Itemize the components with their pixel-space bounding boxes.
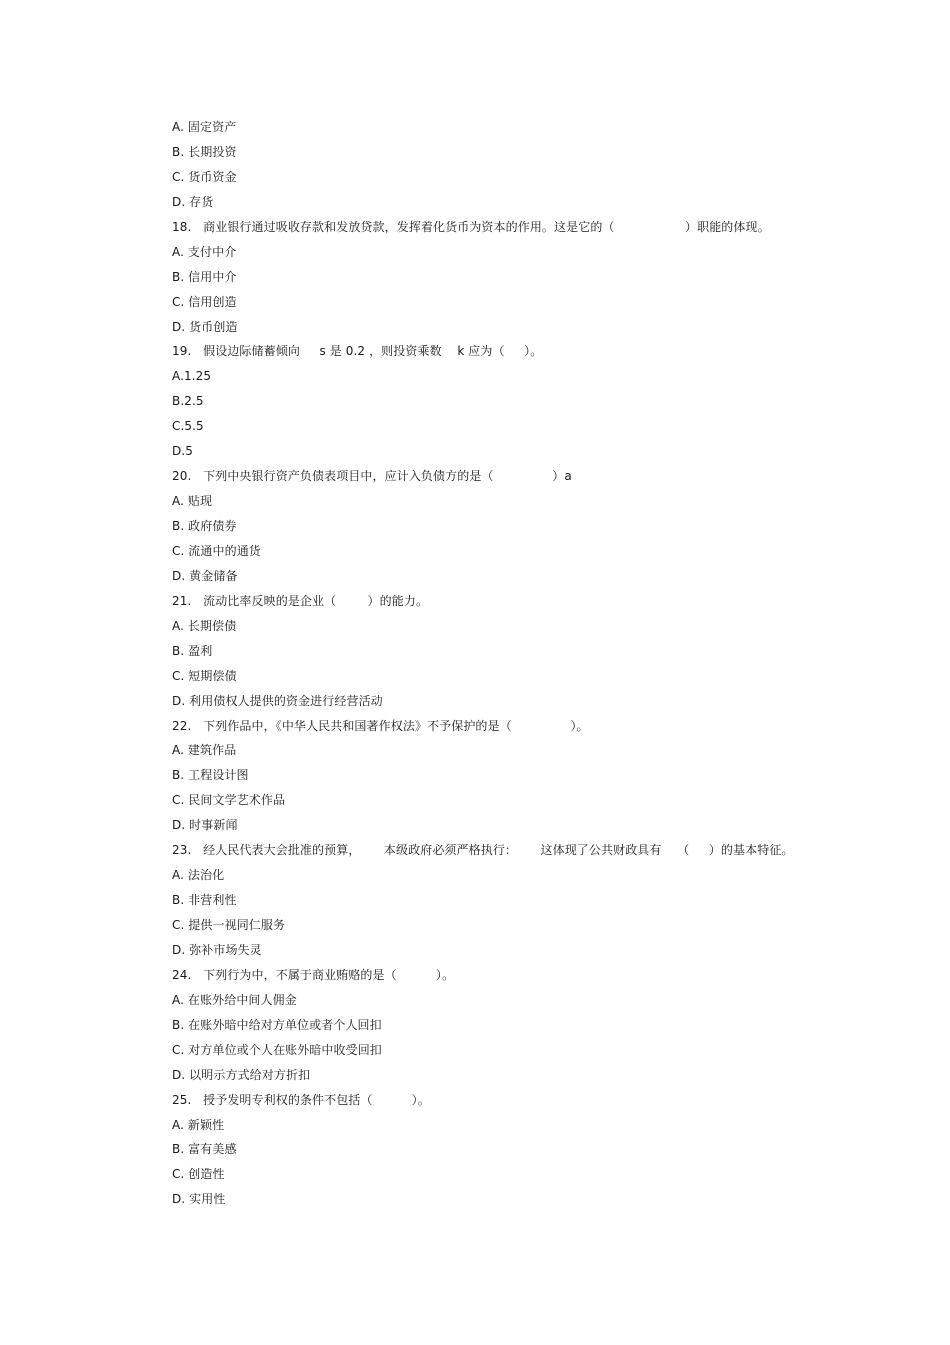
option-line: B. 信用中介 [172, 269, 237, 284]
option-line: D. 时事新闻 [172, 818, 238, 833]
option-line: D. 存货 [172, 194, 214, 209]
option-line: A. 新颖性 [172, 1117, 225, 1132]
option-line: A. 长期偿债 [172, 618, 237, 633]
option-line: D. 弥补市场失灵 [172, 942, 262, 957]
option-line: C. 货币资金 [172, 169, 237, 184]
question-list [172, 117, 872, 1214]
option-line: A. 贴现 [172, 494, 213, 509]
question-23: 23. 经人民代表大会批准的预算， 本级政府必须严格执行： 这体现了公共财政具有 （ ）的基本特征。 [172, 843, 794, 858]
option-line: B. 工程设计图 [172, 768, 249, 783]
question-18: 18. 商业银行通过吸收存款和发放贷款，发挥着化货币为资本的作用。这是它的（ ）职能的体现。 [172, 219, 770, 234]
option-line: B. 盈利 [172, 643, 213, 658]
option-line: C. 流通中的通货 [172, 543, 261, 558]
option-line: A. 支付中介 [172, 244, 237, 259]
question-25: 25. 授予发明专利权的条件不包括（ ）。 [172, 1092, 430, 1107]
option-line: A. 法治化 [172, 868, 225, 883]
option-line: C. 信用创造 [172, 294, 237, 309]
question-19: 19. 假设边际储蓄倾向 s 是 0.2 ，则投资乘数 k 应为（ ）。 [172, 344, 543, 359]
question-22: 22. 下列作品中，《中华人民共和国著作权法》不予保护的是（ ）。 [172, 718, 589, 733]
option-line: B. 在账外暗中给对方单位或者个人回扣 [172, 1017, 382, 1032]
option-line: D. 货币创造 [172, 319, 238, 334]
option-line: D.5 [172, 444, 193, 459]
option-line: C. 提供一视同仁服务 [172, 918, 286, 932]
option-line: A. 在账外给中间人佣金 [172, 992, 297, 1007]
option-line: D. 利用债权人提供的资金进行经营活动 [172, 693, 383, 708]
option-line: B. 非营利性 [172, 893, 237, 908]
option-line: B.2.5 [172, 394, 204, 409]
option-line: D. 以明示方式给对方折扣 [172, 1067, 311, 1082]
option-line: C.5.5 [172, 419, 204, 434]
option-line: D. 实用性 [172, 1192, 226, 1207]
option-line: C. 民间文学艺术作品 [172, 793, 286, 808]
option-line: A. 建筑作品 [172, 743, 237, 758]
option-line: A.1.25 [172, 369, 212, 384]
option-line: D. 黄金储备 [172, 568, 238, 583]
option-line: B. 长期投资 [172, 144, 237, 159]
question-24: 24. 下列行为中，不属于商业贿赂的是（ ）。 [172, 967, 455, 982]
option-line: B. 富有美感 [172, 1142, 237, 1157]
option-line: C. 对方单位或个人在账外暗中收受回扣 [172, 1042, 382, 1057]
option-line: A. 固定资产 [172, 120, 237, 134]
option-line: C. 创造性 [172, 1167, 225, 1182]
option-line: B. 政府债券 [172, 519, 237, 533]
question-21: 21. 流动比率反映的是企业（ ）的能力。 [172, 593, 429, 608]
option-line: C. 短期偿债 [172, 668, 237, 683]
question-20: 20. 下列中央银行资产负债表项目中，应计入负债方的是（ ）a [172, 469, 572, 484]
